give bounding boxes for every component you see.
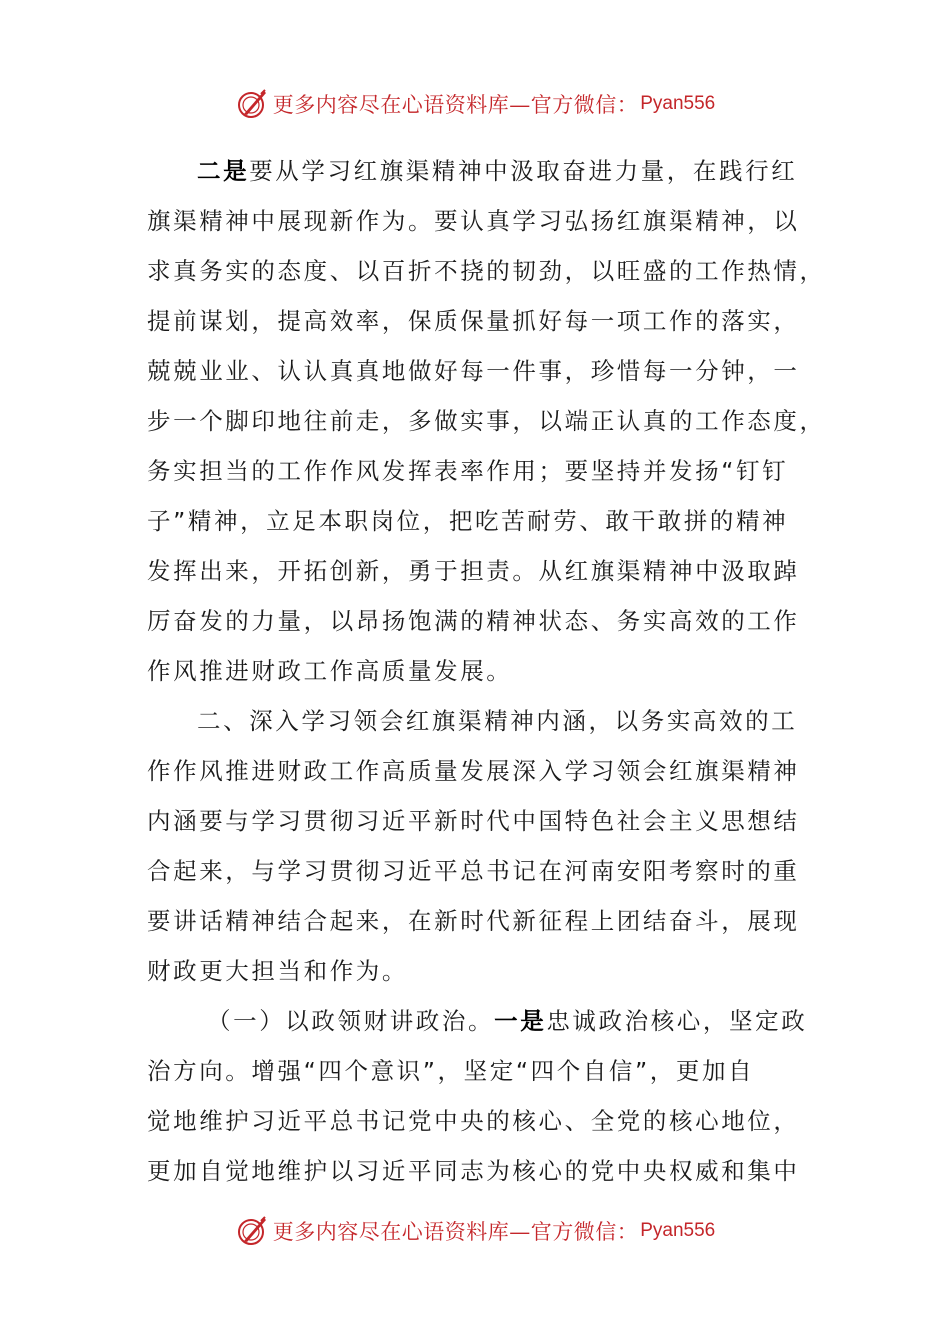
text-line: 提前谋划，提高效率，保质保量抓好每一项工作的落实， (147, 307, 800, 335)
text-line: 发挥出来，开拓创新，勇于担责。从红旗渠精神中汲取踔 (147, 557, 800, 585)
text-line: 求真务实的态度、以百折不挠的韧劲，以旺盛的工作热情， (147, 257, 826, 285)
text-line: 要讲话精神结合起来，在新时代新征程上团结奋斗，展现 (147, 907, 800, 935)
paragraph-3 (147, 996, 807, 1196)
line-text: 忠诚政治核心，坚定政 (546, 1007, 808, 1035)
text-line: 合起来，与学习贯彻习近平总书记在河南安阳考察时的重 (147, 857, 800, 885)
text-line: 作风推进财政工作高质量发展。 (147, 657, 513, 685)
text-line (147, 996, 807, 1046)
emphasis-lead: 二是 (197, 157, 250, 185)
text-line: 作作风推进财政工作高质量发展深入学习领会红旗渠精神 (147, 757, 800, 785)
text-line: 内涵要与学习贯彻习近平新时代中国特色社会主义思想结 (147, 807, 800, 835)
watermark-text: 更多内容尽在心语资料库—官方微信： (272, 1220, 639, 1244)
footer-watermark (0, 1211, 950, 1251)
text-line: 更加自觉地维护以习近平同志为核心的党中央权威和集中 (147, 1157, 800, 1185)
text-line: 子”精神，立足本职岗位，把吃苦耐劳、敢干敢拼的精神 (147, 507, 789, 535)
section-heading: （一）以政领财讲政治。 (207, 1007, 495, 1035)
text-line: 二、深入学习领会红旗渠精神内涵，以务实高效的工 (197, 707, 798, 735)
line-text: 要从学习红旗渠精神中汲取奋进力量，在践行红 (249, 157, 798, 185)
text-line: 务实担当的工作作风发挥表率作用；要坚持并发扬“钉钉 (147, 457, 789, 485)
text-line: 治方向。增强“四个意识”，坚定“四个自信”，更加自 (147, 1057, 755, 1085)
watermark-handle: Pyan556 (640, 1220, 716, 1241)
text-line: 财政更大担当和作为。 (147, 957, 408, 985)
paragraph-1 (147, 146, 826, 696)
quill-logo-icon (235, 1214, 269, 1248)
text-line: 步一个脚印地往前走，多做实事，以端正认真的工作态度， (147, 407, 826, 435)
text-line (147, 146, 807, 196)
quill-logo-icon (235, 87, 269, 121)
text-line: 旗渠精神中展现新作为。要认真学习弘扬红旗渠精神，以 (147, 207, 800, 235)
emphasis-lead: 一是 (494, 1007, 547, 1035)
text-line: 觉地维护习近平总书记党中央的核心、全党的核心地位， (147, 1107, 800, 1135)
text-line: 厉奋发的力量，以昂扬饱满的精神状态、务实高效的工作 (147, 607, 800, 635)
document-body (147, 146, 826, 1196)
text-line: 兢兢业业、认认真真地做好每一件事，珍惜每一分钟，一 (147, 357, 800, 385)
watermark-text: 更多内容尽在心语资料库—官方微信： (272, 93, 639, 117)
header-watermark (0, 84, 950, 124)
watermark-handle: Pyan556 (640, 93, 716, 114)
paragraph-2 (147, 696, 807, 996)
